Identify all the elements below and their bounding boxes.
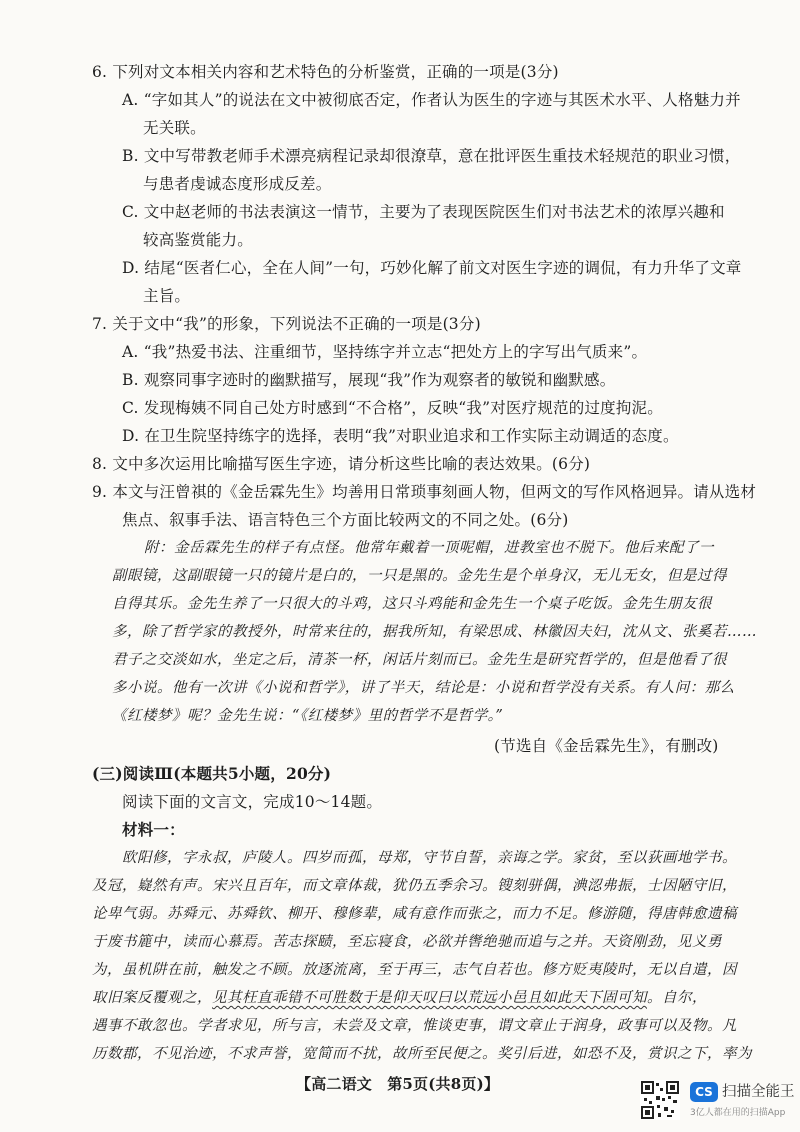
question-6-option-c-cont: 较高鉴赏能力。 xyxy=(143,231,253,249)
appendix-line-4: 多，除了哲学家的教授外，时常来往的，据我所知，有梁思成、林徽因夫妇，沈从文、张奚若…… xyxy=(112,624,757,640)
scanner-brand-tagline: 3亿人都在用的扫描App xyxy=(690,1108,786,1118)
question-7-stem: 7. 关于文中“我”的形象，下列说法不正确的一项是(3分) xyxy=(92,315,481,333)
question-9-line-2: 焦点、叙事手法、语言特色三个方面比较两文的不同之处。(6分) xyxy=(122,511,569,529)
classical-line-8: 历数郡，不见治迹，不求声誉，宽简而不扰，故所至民便之。奖引后进，如恐不及，赏识之下，率为 xyxy=(92,1046,752,1062)
question-6-option-b: B. 文中写带教老师手术漂亮病程记录却很潦草，意在批评医生重技术轻规范的职业习惯， xyxy=(122,147,741,165)
question-7-option-d: D. 在卫生院坚持练字的选择，表明“我”对职业追求和工作实际主动调适的态度。 xyxy=(122,427,679,445)
section-3-instruction: 阅读下面的文言文，完成10～14题。 xyxy=(122,793,383,811)
scanner-brand-name: 扫描全能王 xyxy=(722,1084,795,1100)
question-7-option-b: B. 观察同事字迹时的幽默描写，展现“我”作为观察者的敏锐和幽默感。 xyxy=(122,371,616,389)
classical-line-4: 于废书簏中，读而心慕焉。苦志探赜，至忘寝食，必欲并辔绝驰而追与之并。天资刚劲，见义勇 xyxy=(92,934,722,950)
wavy-underlined-sentence: 见其枉直乖错不可胜数于是仰天叹曰以荒远小邑且如此天下固可知 xyxy=(212,990,647,1006)
material-1-label: 材料一： xyxy=(122,820,185,839)
appendix-line-7: 《红楼梦》呢？金先生说：“《红楼梦》里的哲学不是哲学。” xyxy=(112,708,504,724)
question-6-option-d-cont: 主旨。 xyxy=(143,287,191,305)
question-7-option-c: C. 发现梅姨不同自己处方时感到“不合格”，反映“我”对医疗规范的过度拘泥。 xyxy=(122,399,663,417)
question-6-option-b-cont: 与患者虔诚态度形成反差。 xyxy=(143,175,332,193)
scanner-app-logo-icon: CS xyxy=(690,1082,718,1102)
classical-line-2: 及冠，嶷然有声。宋兴且百年，而文章体裁，犹仍五季余习。锼刻骈偶，淟涊弗振，士因陋守旧， xyxy=(92,878,737,894)
appendix-line-2: 副眼镜，这副眼镜一只的镜片是白的，一只是黑的。金先生是个单身汉，无儿无女，但是过得 xyxy=(112,568,727,584)
question-6-option-a-cont: 无关联。 xyxy=(143,119,206,137)
section-3-title: (三)阅读Ⅲ(本题共5小题，20分) xyxy=(92,764,332,783)
question-7-option-a: A. “我”热爱书法、注重细节，坚持练字并立志“把处方上的字写出气质来”。 xyxy=(122,343,648,361)
classical-line-6-end: 。自尔， xyxy=(647,990,707,1006)
qr-code-icon xyxy=(640,1080,680,1120)
classical-line-5: 为，虽机阱在前，触发之不顾。放逐流离，至于再三，志气自若也。修方贬夷陵时，无以自遣，因 xyxy=(92,962,737,978)
classical-line-7: 遇事不敢忽也。学者求见，所与言，未尝及文章，惟谈吏事，谓文章止于润身，政事可以及物。凡 xyxy=(92,1018,737,1034)
appendix-line-5: 君子之交淡如水，坐定之后，清茶一杯，闲话片刻而已。金先生是研究哲学的，但是他看了很 xyxy=(112,652,727,668)
question-9-line-1: 9. 本文与汪曾祺的《金岳霖先生》均善用日常琐事刻画人物，但两文的写作风格迥异。请从选材 xyxy=(92,483,757,501)
appendix-source: (节选自《金岳霖先生》，有删改) xyxy=(494,737,719,755)
appendix-line-1: 附：金岳霖先生的样子有点怪。他常年戴着一顶呢帽，进教室也不脱下。他后来配了一 xyxy=(144,540,714,556)
question-6-option-a: A. “字如其人”的说法在文中被彻底否定，作者认为医生的字迹与其医术水平、人格魅力并 xyxy=(122,91,741,109)
question-6-option-d: D. 结尾“医者仁心，全在人间”一句，巧妙化解了前文对医生字迹的调侃，有力升华了文章 xyxy=(122,259,742,277)
appendix-line-6: 多小说。他有一次讲《小说和哲学》，讲了半天，结论是：小说和哲学没有关系。有人问：那么 xyxy=(112,680,735,696)
classical-line-3: 论卑气弱。苏舜元、苏舜钦、柳开、穆修辈，咸有意作而张之，而力不足。修游随，得唐韩愈遗稿 xyxy=(92,906,737,922)
question-8: 8. 文中多次运用比喻描写医生字迹，请分析这些比喻的表达效果。(6分) xyxy=(92,455,591,473)
classical-line-6 xyxy=(92,988,707,1008)
page-footer: 【高二语文 第5页(共8页)】 xyxy=(296,1075,500,1093)
question-6-option-c: C. 文中赵老师的书法表演这一情节，主要为了表现医院医生们对书法艺术的浓厚兴趣和 xyxy=(122,203,725,221)
classical-line-6-start: 取旧案反覆观之， xyxy=(92,990,212,1006)
appendix-line-3: 自得其乐。金先生养了一只很大的斗鸡，这只斗鸡能和金先生一个桌子吃饭。金先生朋友很 xyxy=(112,596,712,612)
classical-line-1: 欧阳修，字永叔，庐陵人。四岁而孤，母郑，守节自誓，亲诲之学。家贫，至以荻画地学书。 xyxy=(122,850,737,866)
question-6-stem: 6. 下列对文本相关内容和艺术特色的分析鉴赏，正确的一项是(3分) xyxy=(92,63,559,81)
